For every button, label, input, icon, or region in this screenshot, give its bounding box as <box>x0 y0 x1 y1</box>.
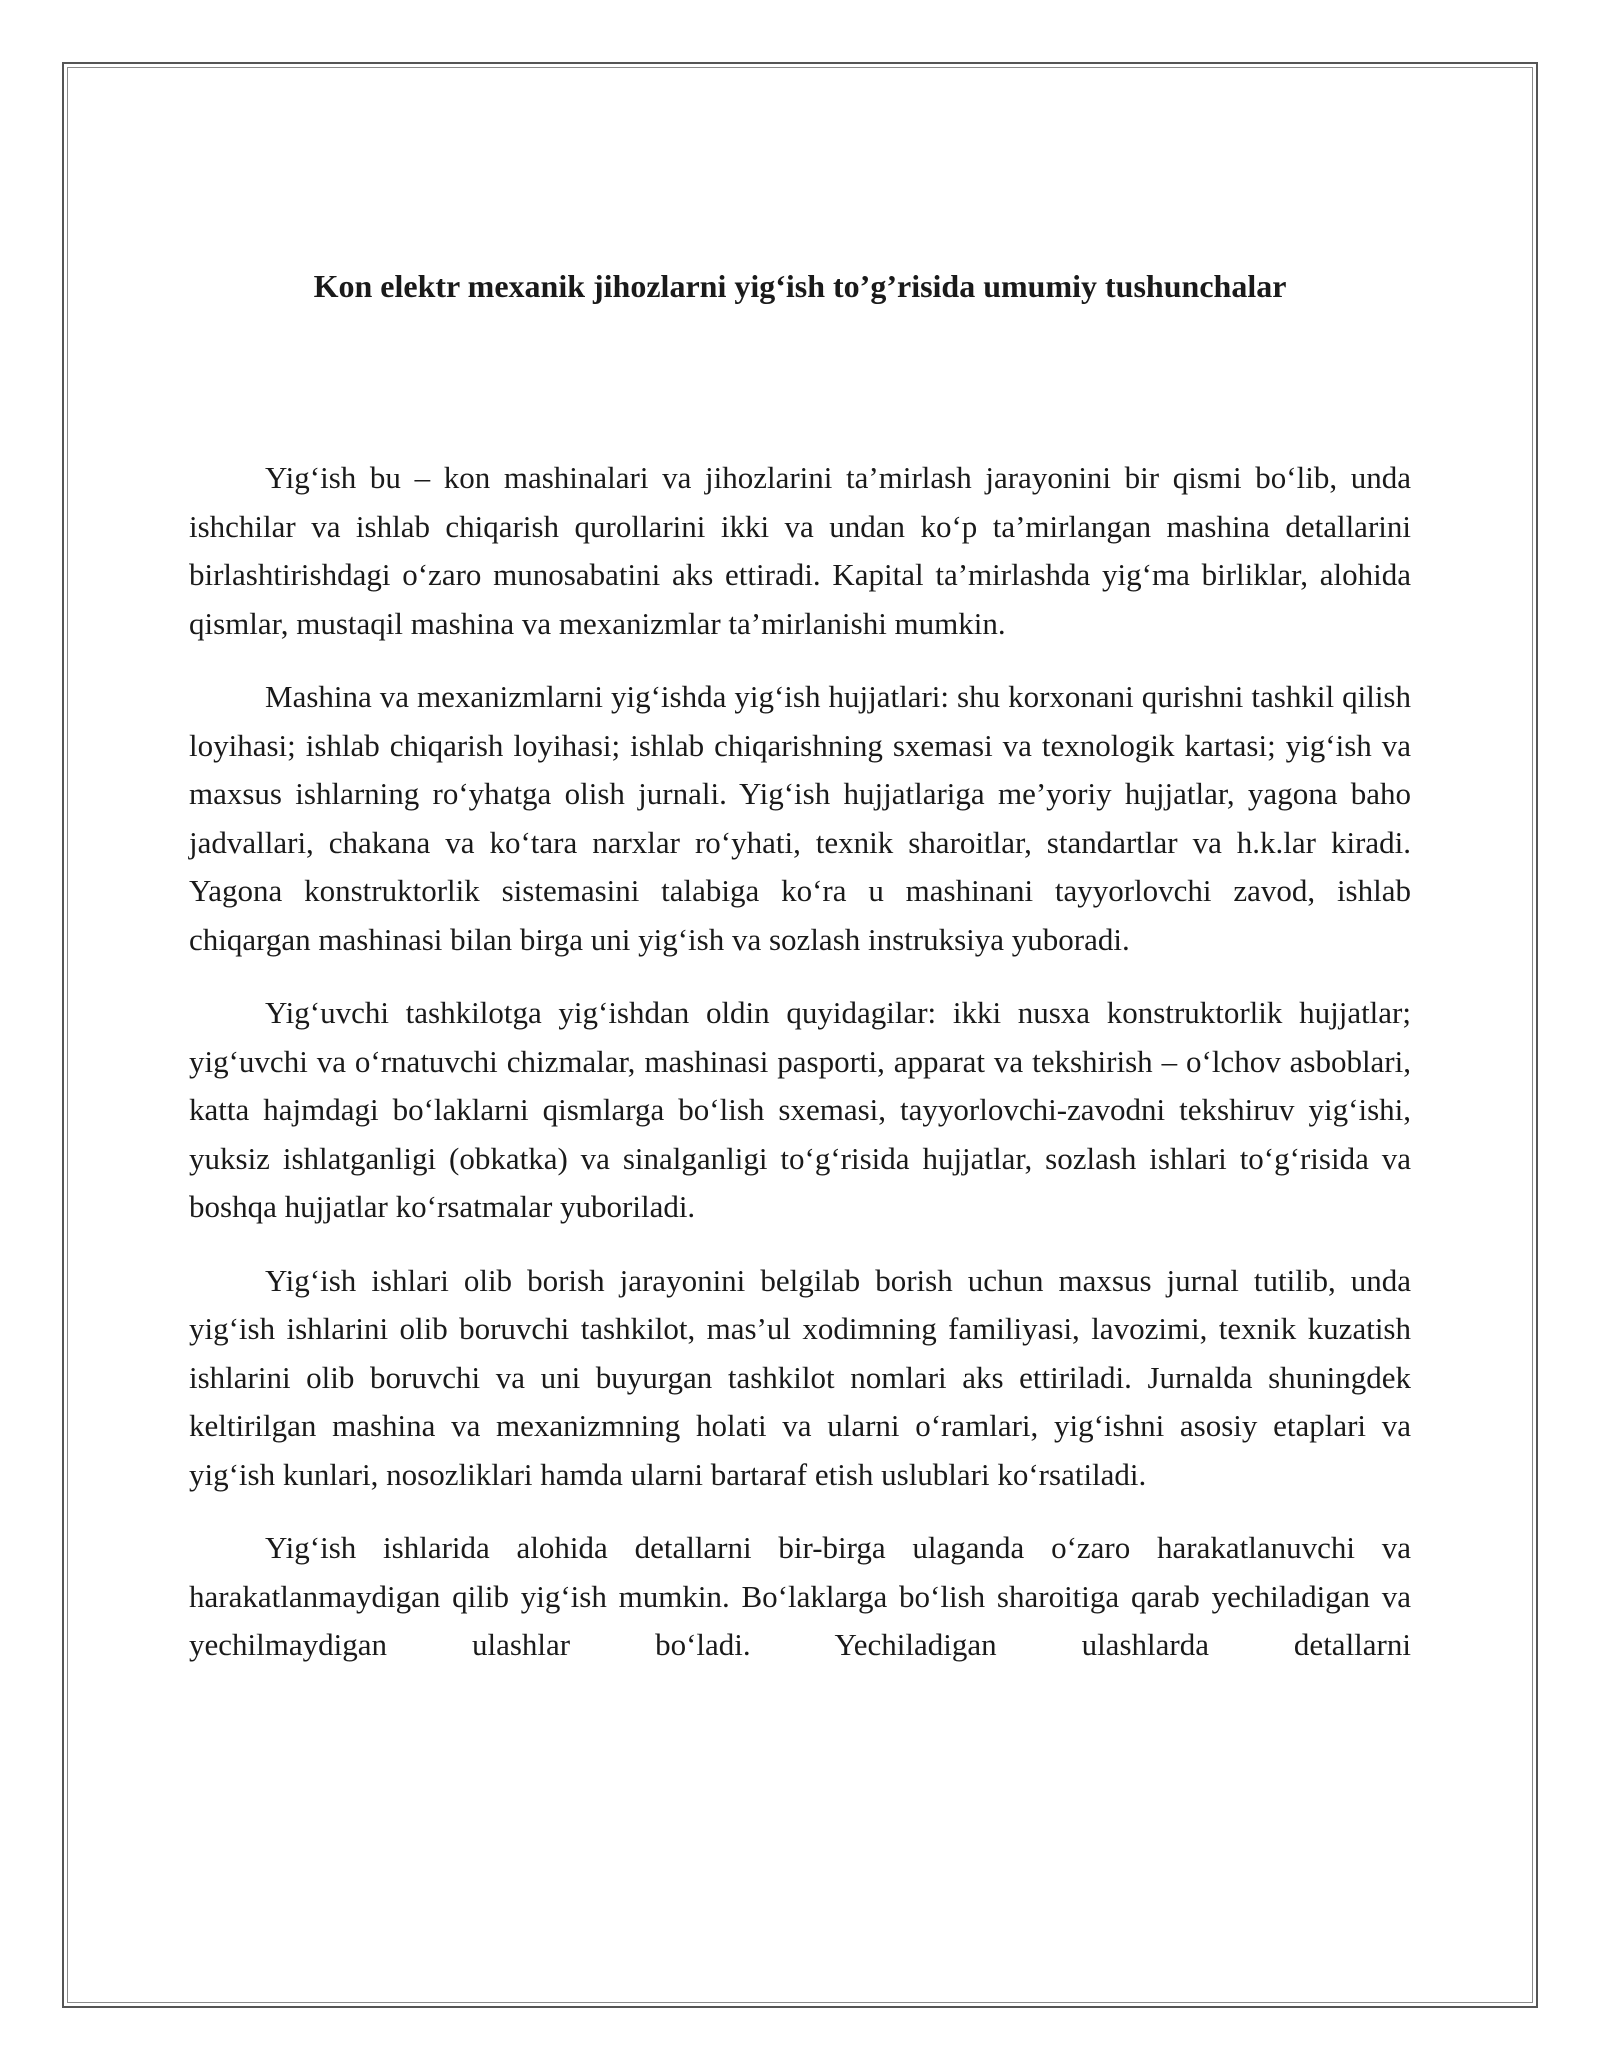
paragraph-2: Mashina va mexanizmlarni yig‘ishda yig‘ish hujjatlari: shu korxonani qurishni tashkil qilish loyihasi; ishlab chiqarish loyihasi; ishlab chiqarishning sxemasi va texnologik kartasi; yig‘ish va maxsus ishlarning ro‘yhatga olish jurnali. Yig‘ish hujjatlariga me’yoriy hujjatlar, yagona baho jadvallari, chakana va ko‘tara narxlar ro‘yhati, texnik sharoitlar, standartlar va h.k.lar kiradi. Yagona konstruktorlik sistemasini talabiga ko‘ra u mashinani tayyorlovchi zavod, ishlab chiqargan mashinasi bilan birga uni yig‘ish va sozlash instruksiya yuboradi. <box>189 679 1411 957</box>
document-text <box>189 454 1411 1670</box>
paragraph-1: Yig‘ish bu – kon mashinalari va jihozlarini ta’mirlash jarayonini bir qismi bo‘lib, unda ishchilar va ishlab chiqarish qurollarini ikki va undan ko‘p ta’mirlangan mashina detallarini birlashtirishdagi o‘zaro munosabatini aks ettiradi. Kapital ta’mirlashda yig‘ma birliklar, alohida qismlar, mustaqil mashina va mexanizmlar ta’mirlanishi mumkin. <box>189 460 1411 641</box>
paragraph-5: Yig‘ish ishlarida alohida detallarni bir-birga ulaganda o‘zaro harakatlanuvchi va harakatlanmaydigan qilib yig‘ish mumkin. Bo‘laklarga bo‘lish sharoitiga qarab yechiladigan va yechilmaydigan ulashlar bo‘ladi. Yechiladigan ulashlarda detallarni <box>189 1530 1411 1662</box>
document-body <box>189 262 1411 1695</box>
paragraph-4: Yig‘ish ishlari olib borish jarayonini belgilab borish uchun maxsus jurnal tutilib, unda yig‘ish ishlarini olib boruvchi tashkilot, mas’ul xodimning familiyasi, lavozimi, texnik kuzatish ishlarini olib boruvchi va uni buyurgan tashkilot nomlari aks ettiriladi. Jurnalda shuningdek keltirilgan mashina va mexanizmning holati va ularni o‘ramlari, yig‘ishni asosiy etaplari va yig‘ish kunlari, nosozliklari hamda ularni bartaraf etish uslublari ko‘rsatiladi. <box>189 1262 1411 1492</box>
paragraph-3: Yig‘uvchi tashkilotga yig‘ishdan oldin quyidagilar: ikki nusxa konstruktorlik hujjatlar; yig‘uvchi va o‘rnatuvchi chizmalar, mashinasi pasporti, apparat va tekshirish – o‘lchov asboblari, katta hajmdagi bo‘laklarni qismlarga bo‘lish sxemasi, tayyorlovchi-zavodni tekshiruv yig‘ishi, yuksiz ishlatganligi (obkatka) va sinalganligi to‘g‘risida hujjatlar, sozlash ishlari to‘g‘risida va boshqa hujjatlar ko‘rsatmalar yuboriladi. <box>189 995 1411 1224</box>
document-title: Kon elektr mexanik jihozlarni yig‘ish to’g’risida umumiy tushunchalar <box>313 268 1287 304</box>
